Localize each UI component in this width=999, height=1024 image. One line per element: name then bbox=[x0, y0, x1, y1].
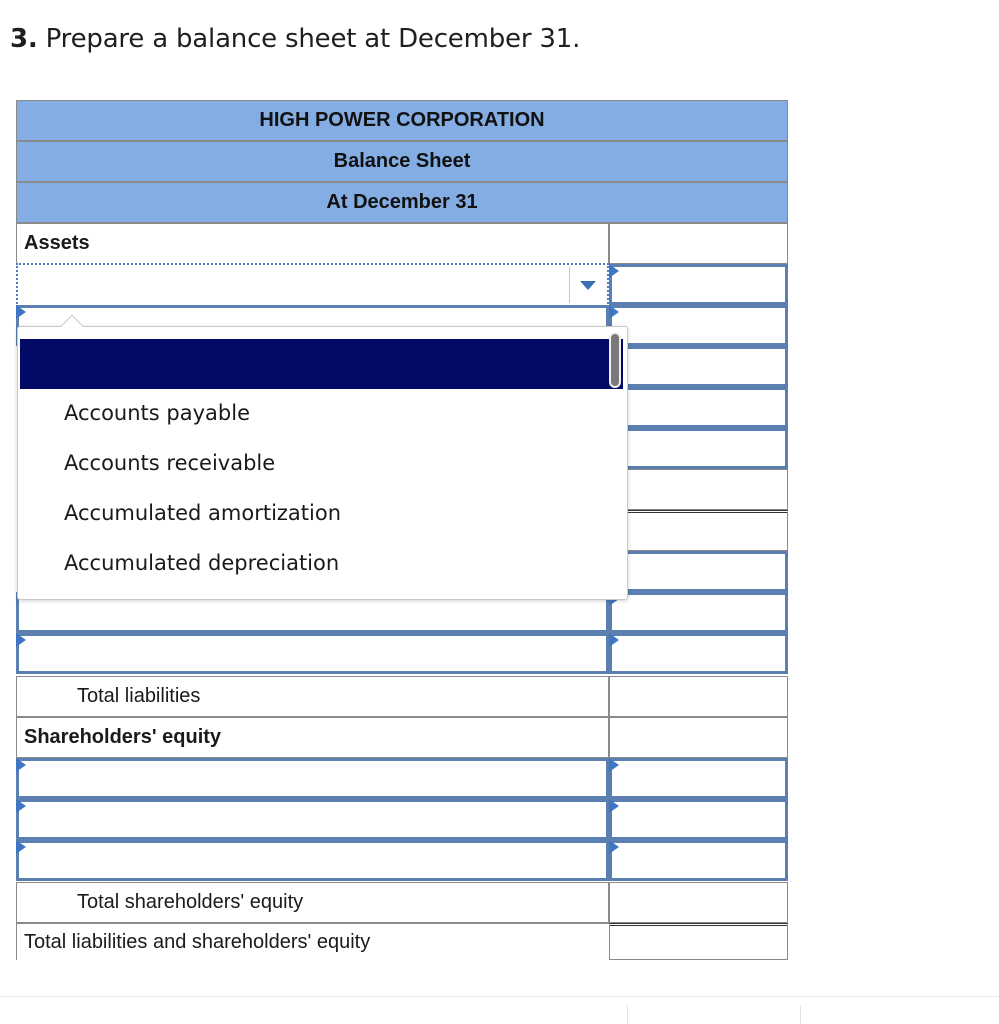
equity-amount-2[interactable] bbox=[609, 799, 788, 840]
dropdown-option[interactable]: Accounts payable bbox=[64, 401, 250, 425]
amount-input-2[interactable] bbox=[609, 305, 788, 346]
amount-input-1[interactable] bbox=[609, 264, 788, 305]
dropdown-scrollbar[interactable] bbox=[609, 332, 621, 388]
company-name: HIGH POWER CORPORATION bbox=[16, 100, 788, 141]
amount-input-8[interactable] bbox=[609, 633, 788, 674]
total-liabilities-amount bbox=[609, 676, 788, 717]
row-marker-icon bbox=[609, 633, 619, 647]
equity-select-1[interactable] bbox=[16, 758, 609, 799]
amount-input-5[interactable] bbox=[609, 428, 788, 469]
liabilities-heading-amount bbox=[609, 510, 788, 551]
row-marker-icon bbox=[609, 758, 619, 772]
divider-tick bbox=[800, 1005, 801, 1024]
row-marker-icon bbox=[609, 264, 619, 278]
row-marker-icon bbox=[16, 799, 26, 813]
row-marker-icon bbox=[16, 758, 26, 772]
total-assets-cell bbox=[609, 469, 788, 510]
total-equity-amount bbox=[609, 882, 788, 923]
divider-tick bbox=[627, 1005, 628, 1024]
equity-heading-amount bbox=[609, 717, 788, 758]
amount-input-3[interactable] bbox=[609, 346, 788, 387]
dropdown-option-selected[interactable] bbox=[20, 339, 623, 389]
chevron-down-icon[interactable] bbox=[569, 267, 605, 303]
total-liab-equity-amount bbox=[609, 923, 788, 960]
account-select-8[interactable] bbox=[16, 633, 609, 674]
row-marker-icon bbox=[609, 305, 619, 319]
amount-input-4[interactable] bbox=[609, 387, 788, 428]
row-marker-icon bbox=[609, 799, 619, 813]
amount-input-7[interactable] bbox=[609, 592, 788, 633]
question-number: 3. bbox=[10, 24, 38, 54]
account-dropdown-list[interactable] bbox=[17, 326, 628, 600]
dropdown-option[interactable]: Accumulated amortization bbox=[64, 501, 342, 525]
equity-amount-3[interactable] bbox=[609, 840, 788, 881]
assets-heading-amount bbox=[609, 223, 788, 264]
row-marker-icon bbox=[16, 633, 26, 647]
row-marker-icon bbox=[16, 305, 26, 319]
question-prompt bbox=[10, 24, 580, 54]
equity-heading: Shareholders' equity bbox=[16, 717, 609, 758]
row-marker-icon bbox=[609, 840, 619, 854]
dropdown-option[interactable]: Accounts receivable bbox=[64, 451, 276, 475]
amount-input-6[interactable] bbox=[609, 551, 788, 592]
equity-select-2[interactable] bbox=[16, 799, 609, 840]
total-liab-equity-label: Total liabilities and shareholders' equity bbox=[16, 923, 609, 960]
total-equity-label: Total shareholders' equity bbox=[16, 882, 609, 923]
account-select-active[interactable] bbox=[16, 263, 609, 307]
statement-title: Balance Sheet bbox=[16, 141, 788, 182]
total-liabilities-label: Total liabilities bbox=[16, 676, 609, 717]
equity-select-3[interactable] bbox=[16, 840, 609, 881]
equity-amount-1[interactable] bbox=[609, 758, 788, 799]
question-text: Prepare a balance sheet at December 31. bbox=[45, 24, 581, 54]
statement-date: At December 31 bbox=[16, 182, 788, 223]
row-marker-icon bbox=[16, 840, 26, 854]
page-divider bbox=[0, 996, 999, 997]
dropdown-option[interactable]: Accumulated depreciation bbox=[64, 551, 340, 575]
assets-heading: Assets bbox=[16, 223, 609, 264]
